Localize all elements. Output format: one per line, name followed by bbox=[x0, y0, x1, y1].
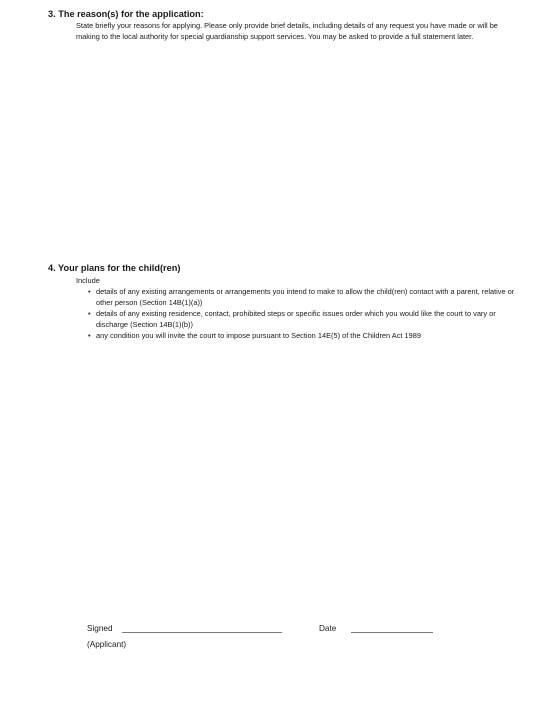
bullet-text: any condition you will invite the court to impose pursuant to Section 14E(5) of the Children Act 1989 bbox=[96, 331, 421, 340]
bullet-icon: • bbox=[88, 331, 91, 340]
bullet-text: details of any existing arrangements or arrangements you intend to make to allow the child(ren) contact with a parent, relative or other person (Section 14B(1)(a)) bbox=[96, 287, 515, 307]
bullet-icon: • bbox=[88, 287, 91, 296]
section-3-heading: 3. The reason(s) for the application: bbox=[48, 9, 204, 19]
section-4-answer-area[interactable] bbox=[48, 350, 508, 605]
date-label: Date bbox=[319, 624, 337, 633]
bullet-text: details of any existing residence, contact, prohibited steps or specific issues order which you would like the court to vary or discharge (Section 14B(1)(b)) bbox=[96, 309, 496, 329]
date-field[interactable] bbox=[351, 632, 433, 633]
list-item bbox=[88, 309, 518, 330]
list-item bbox=[88, 287, 518, 308]
section-3-answer-area[interactable] bbox=[48, 75, 508, 250]
section-4-intro: Include bbox=[76, 276, 100, 285]
section-3-instructions: State briefly your reasons for applying. Please only provide brief details, including details of any request you have made or will be making to the local authority for special guardianship support services. You may be asked to provide a full statement later. bbox=[76, 21, 498, 41]
section-4-bullet-list bbox=[88, 287, 518, 343]
applicant-label: (Applicant) bbox=[87, 640, 127, 649]
section-4-heading: 4. Your plans for the child(ren) bbox=[48, 263, 181, 273]
signature-field[interactable] bbox=[122, 632, 282, 633]
bullet-icon: • bbox=[88, 309, 91, 318]
list-item bbox=[88, 331, 518, 342]
signed-label: Signed bbox=[87, 624, 113, 633]
